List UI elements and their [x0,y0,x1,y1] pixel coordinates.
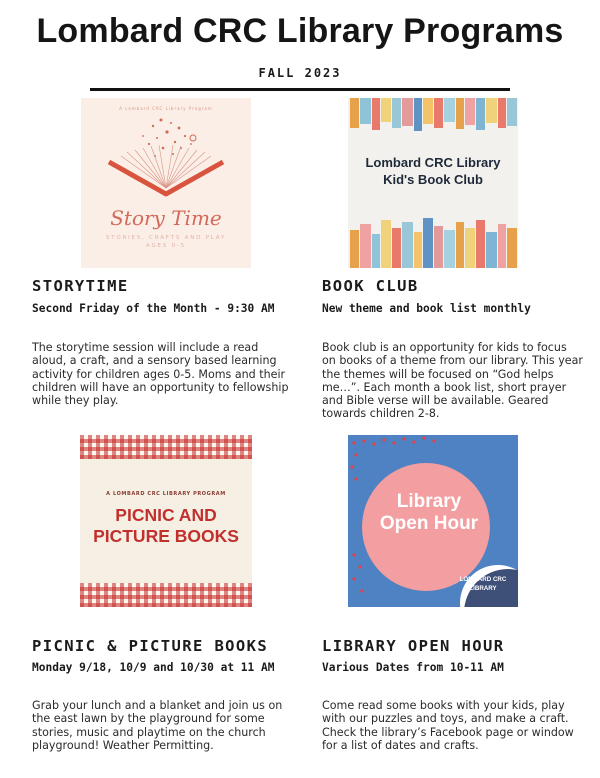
storytime-image [81,98,251,268]
picnic-heading: PICNIC & PICTURE BOOKS [32,637,269,655]
storytime-image-ages: AGES 0-5 [145,243,187,249]
book-club-schedule: New theme and book list monthly [322,302,531,315]
book-club-image-line1: Lombard CRC Library [365,155,501,170]
checkered-border-top [80,435,252,459]
storytime-image-caption [81,234,251,250]
open-hour-image-corner1: LOMBARD CRC [459,576,507,583]
open-hour-heading: LIBRARY OPEN HOUR [322,637,505,655]
season-label: FALL 2023 [258,66,342,80]
book-club-image [348,98,518,268]
storytime-image-caption-line: STORIES, CRAFTS AND PLAY [105,235,227,241]
picnic-image-title [80,505,252,547]
storytime-description: The storytime session will include a read aloud, a craft, and a sensory based learning activity for children ages 0-5. Moms and their children will have an opportunity to fellowship while they play. [32,341,289,408]
book-club-description: Book club is an opportunity for kids to focus on books of a theme from our library. This year the themes will be focused on “God helps me…”. Each month a book list, short prayer and Bible verse will be available. Geared towards children 2-8. [322,341,583,421]
storytime-schedule: Second Friday of the Month - 9:30 AM [32,302,275,315]
book-club-image-label [348,154,518,188]
picnic-image [80,435,252,607]
picnic-image-small-text: A LOMBARD CRC LIBRARY PROGRAM [106,491,226,497]
open-hour-image-label [368,491,490,535]
open-hour-description: Come read some books with your kids, play with our puzzles and toys, and make a craft. Check the library’s Facebook page or window for a list of dates and crafts. [322,699,574,752]
storytime-image-title: Story Time [110,206,222,230]
open-hour-image-corner [448,575,518,593]
title-divider [90,88,510,91]
book-club-heading: BOOK CLUB [322,277,419,295]
open-hour-schedule: Various Dates from 10-11 AM [322,661,504,674]
open-hour-image-line1: Library [396,491,462,512]
picnic-image-line2: PICTURE BOOKS [93,526,239,546]
picnic-schedule: Monday 9/18, 10/9 and 10/30 at 11 AM [32,661,275,674]
storytime-image-top-text: A Lombard CRC Library Program [119,106,213,111]
picnic-description: Grab your lunch and a blanket and join us on the east lawn by the playground for some stories, music and playtime on the church playground! Weather Permitting. [32,699,283,752]
picnic-image-line1: PICNIC AND [115,505,217,525]
checkered-border-bottom [80,583,252,607]
open-hour-image-corner2: LIBRARY [469,585,497,592]
open-hour-image [348,435,518,607]
books-bottom-row-icon [348,216,518,268]
books-top-row-icon [348,98,518,138]
book-club-image-line2: Kid's Book Club [383,172,483,187]
open-hour-image-line2: Open Hour [379,513,479,534]
page-title: Lombard CRC Library Programs [36,12,564,50]
storytime-heading: STORYTIME [32,277,129,295]
